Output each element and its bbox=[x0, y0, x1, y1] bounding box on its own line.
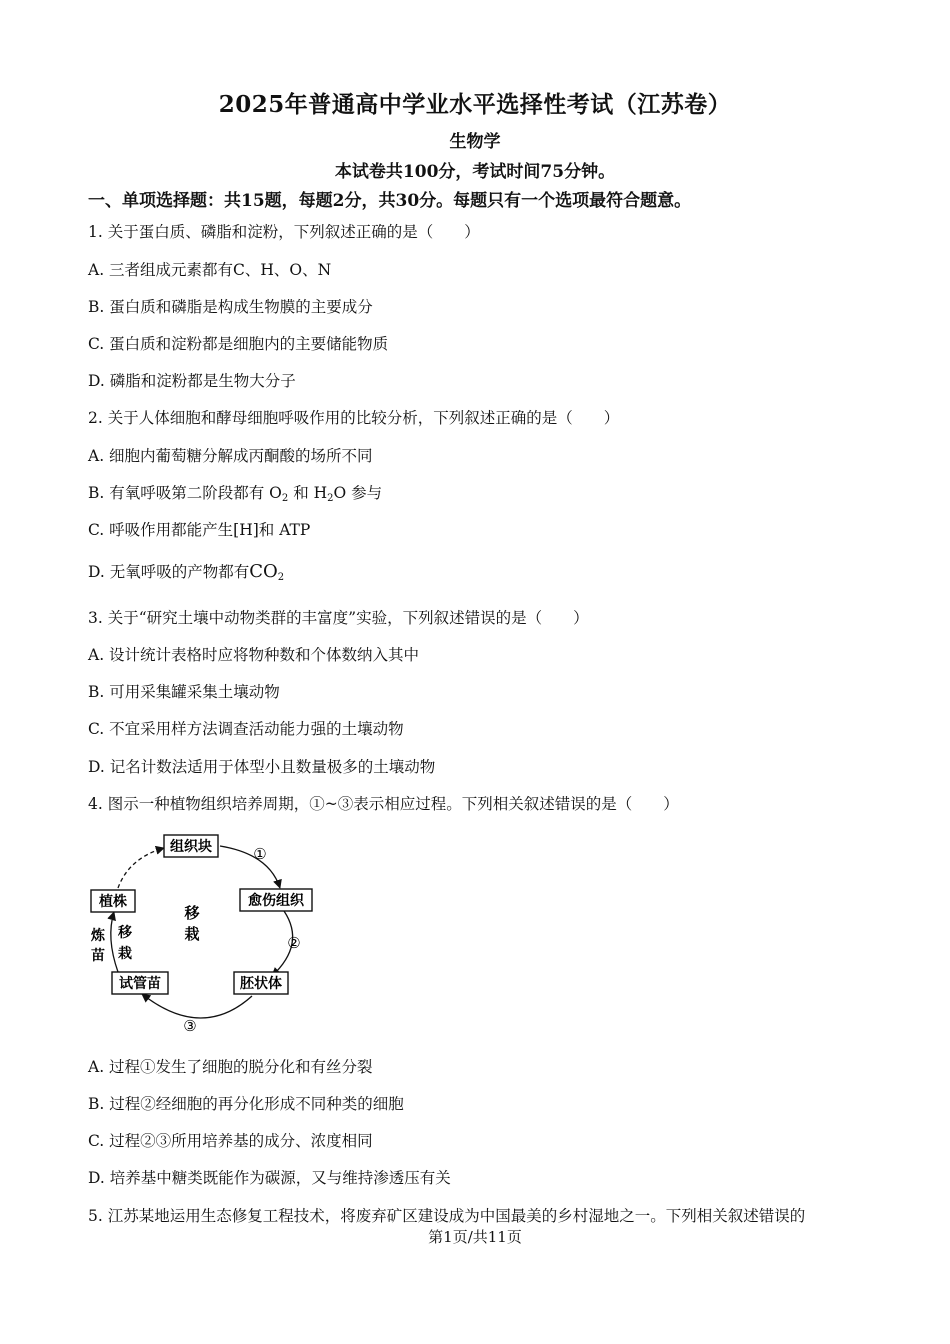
question-1-option-c: C. 蛋白质和淀粉都是细胞内的主要储能物质 bbox=[88, 335, 389, 353]
question-1-option-b: B. 蛋白质和磷脂是构成生物膜的主要成分 bbox=[88, 298, 373, 316]
question-3-option-d: D. 记名计数法适用于体型小且数量极多的土壤动物 bbox=[88, 758, 436, 776]
question-2-option-d bbox=[88, 560, 284, 583]
question-2-stem: 2. 关于人体细胞和酵母细胞呼吸作用的比较分析，下列叙述正确的是（ ） bbox=[88, 409, 620, 427]
arrow-step-3 bbox=[142, 994, 252, 1018]
co2-formula: CO bbox=[249, 561, 278, 582]
question-1-option-a: A. 三者组成元素都有C、H、O、N bbox=[88, 261, 332, 279]
step-1-label: ① bbox=[253, 845, 267, 863]
option-b-text-3: O 参与 bbox=[333, 484, 383, 502]
center-label-1: 移 bbox=[184, 904, 200, 922]
node-plant: 植株 bbox=[99, 894, 127, 910]
arrow-transplant bbox=[111, 912, 118, 972]
option-b-text-1: B. 有氧呼吸第二阶段都有 O bbox=[88, 484, 282, 502]
question-4-option-a: A. 过程①发生了细胞的脱分化和有丝分裂 bbox=[88, 1058, 373, 1076]
subscript-2: 2 bbox=[281, 493, 289, 504]
step-3-label: ③ bbox=[183, 1017, 197, 1035]
question-2-option-a: A. 细胞内葡萄糖分解成丙酮酸的场所不同 bbox=[88, 447, 373, 465]
node-embryoid: 胚状体 bbox=[240, 976, 282, 992]
exam-subject: 生物学 bbox=[449, 132, 501, 152]
subscript-2: 2 bbox=[277, 572, 285, 583]
subscript-2: 2 bbox=[327, 493, 334, 504]
page-footer: 第1页/共11页 bbox=[428, 1228, 522, 1246]
node-test-tube-seedling: 试管苗 bbox=[119, 976, 161, 992]
arrow-step-1 bbox=[220, 846, 280, 888]
option-b-text-2: 和 H bbox=[288, 484, 328, 502]
question-1-stem: 1. 关于蛋白质、磷脂和淀粉，下列叙述正确的是（ ） bbox=[88, 223, 480, 241]
question-5-stem: 5. 江苏某地运用生态修复工程技术，将废弃矿区建设成为中国最美的乡村湿地之一。下列相关叙述错误的 bbox=[88, 1207, 806, 1225]
option-d-text: D. 无氧呼吸的产物都有 bbox=[88, 563, 250, 581]
question-4-stem: 4. 图示一种植物组织培养周期，①~③表示相应过程。下列相关叙述错误的是（ ） bbox=[88, 795, 679, 813]
question-4-option-d: D. 培养基中糖类既能作为碳源，又与维持渗透压有关 bbox=[88, 1169, 451, 1187]
side-label-left-2: 苗 bbox=[91, 948, 105, 964]
node-tissue-block: 组织块 bbox=[170, 839, 212, 855]
side-label-right-2: 栽 bbox=[118, 946, 132, 962]
side-label-right-1: 移 bbox=[118, 925, 132, 941]
question-4-option-b: B. 过程②经细胞的再分化形成不同种类的细胞 bbox=[88, 1095, 404, 1113]
question-4-option-c: C. 过程②③所用培养基的成分、浓度相同 bbox=[88, 1132, 373, 1150]
center-label-2: 栽 bbox=[184, 925, 200, 943]
question-3-option-a: A. 设计统计表格时应将物种数和个体数纳入其中 bbox=[88, 646, 420, 664]
node-callus: 愈伤组织 bbox=[248, 893, 304, 909]
question-2-option-b bbox=[88, 481, 382, 504]
question-3-option-b: B. 可用采集罐采集土壤动物 bbox=[88, 683, 280, 701]
side-label-left-1: 炼 bbox=[91, 928, 105, 944]
section-heading: 一、单项选择题：共15题，每题2分，共30分。每题只有一个选项最符合题意。 bbox=[88, 191, 692, 211]
exam-info: 本试卷共100分，考试时间75分钟。 bbox=[334, 162, 616, 182]
question-3-option-c: C. 不宜采用样方法调查活动能力强的土壤动物 bbox=[88, 720, 404, 738]
step-2-label: ② bbox=[287, 934, 301, 952]
question-1-option-d: D. 磷脂和淀粉都是生物大分子 bbox=[88, 372, 296, 390]
question-2-option-c: C. 呼吸作用都能产生[H]和 ATP bbox=[88, 521, 311, 539]
arrow-dashed bbox=[118, 848, 164, 888]
tissue-culture-cycle-diagram bbox=[84, 826, 334, 1044]
exam-title: 2025年普通高中学业水平选择性考试（江苏卷） bbox=[218, 91, 732, 118]
question-3-stem: 3. 关于“研究土壤中动物类群的丰富度”实验，下列叙述错误的是（ ） bbox=[88, 609, 589, 627]
